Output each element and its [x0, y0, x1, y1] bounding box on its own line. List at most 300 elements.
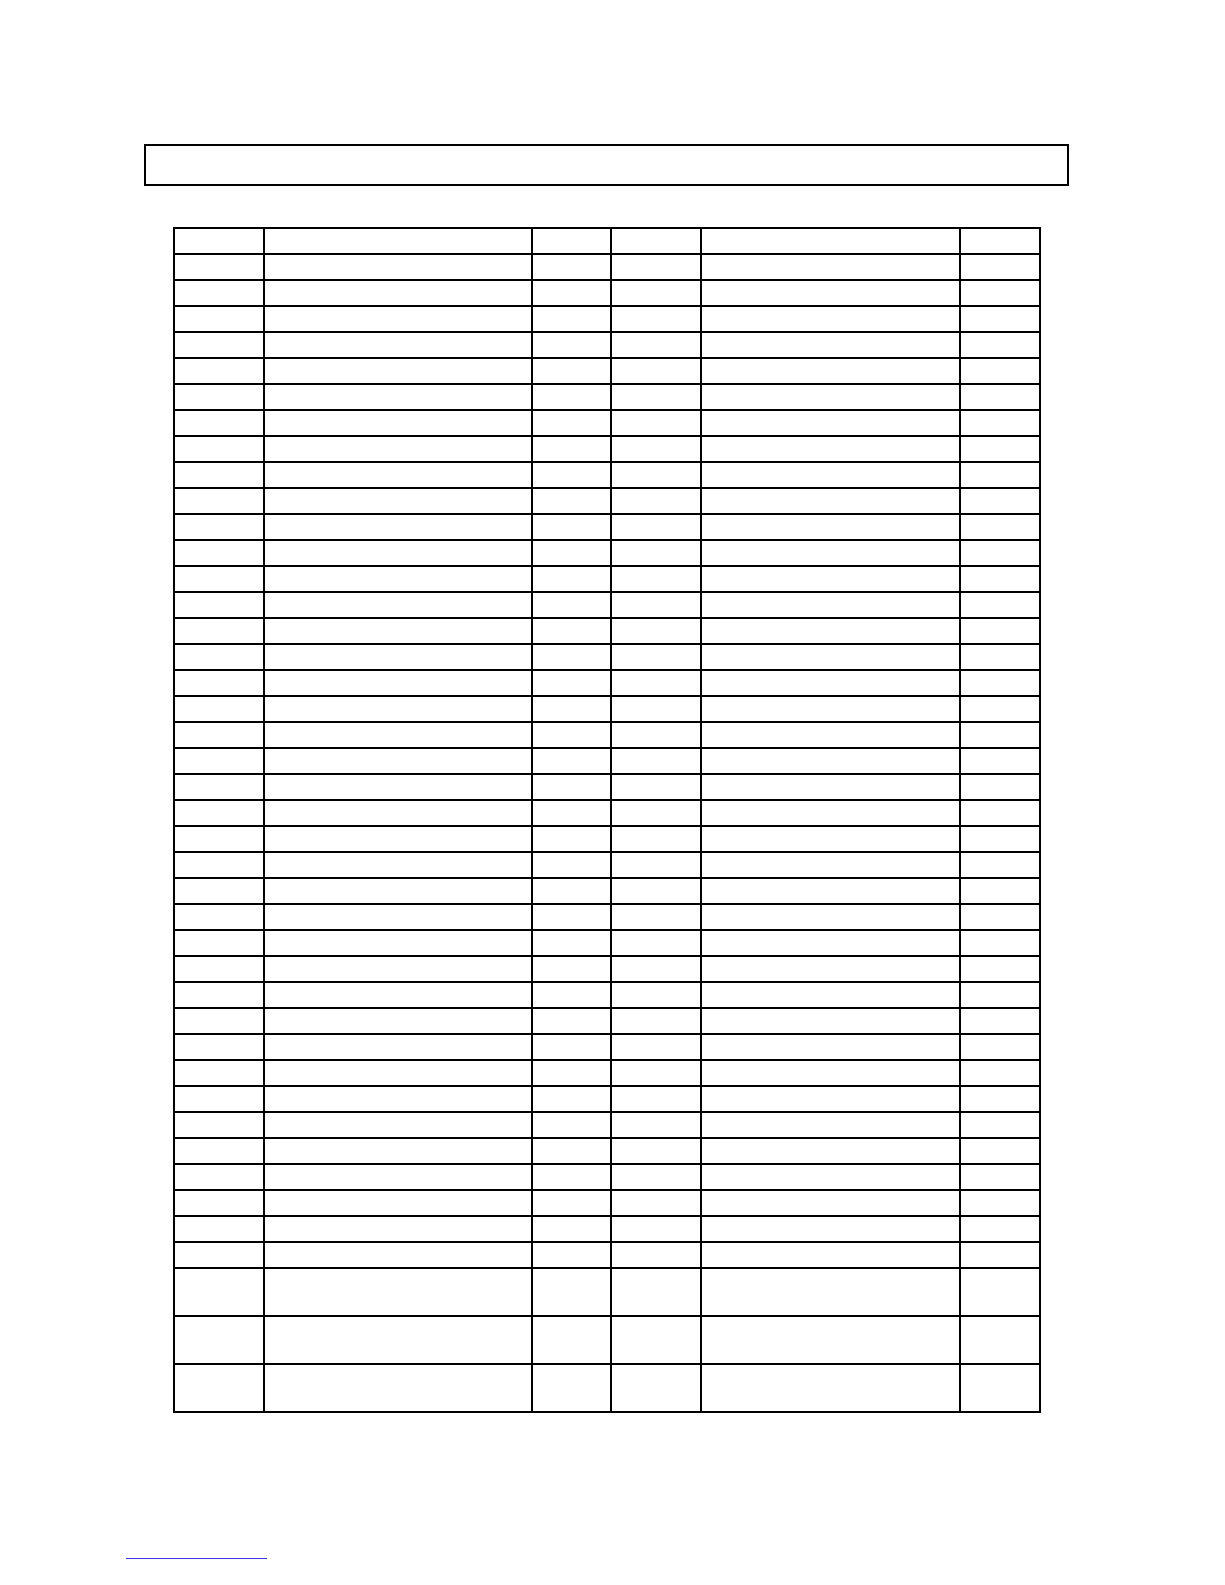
- table-cell-4: [611, 878, 701, 904]
- table-cell-5: [701, 384, 960, 410]
- table-cell-2: [264, 826, 532, 852]
- table-cell-5: [701, 1364, 960, 1412]
- table-cell-1: [174, 800, 264, 826]
- table-cell-3: [532, 956, 611, 982]
- table-cell-6: [960, 254, 1040, 280]
- table-cell-3: [532, 384, 611, 410]
- table-cell-5: [701, 332, 960, 358]
- table-cell-1: [174, 1008, 264, 1034]
- table-cell-4: [611, 670, 701, 696]
- table-cell-4: [611, 1112, 701, 1138]
- table-cell-4: [611, 1060, 701, 1086]
- table-cell-6: [960, 748, 1040, 774]
- header-cell-3: [532, 228, 611, 254]
- table-cell-5: [701, 956, 960, 982]
- table-cell-4: [611, 410, 701, 436]
- table-cell-5: [701, 280, 960, 306]
- table-cell-6: [960, 436, 1040, 462]
- table-row: [174, 254, 1040, 280]
- table-cell-3: [532, 1216, 611, 1242]
- table-cell-5: [701, 358, 960, 384]
- table-cell-5: [701, 592, 960, 618]
- header-cell-4: [611, 228, 701, 254]
- table-cell-3: [532, 254, 611, 280]
- table-row: [174, 436, 1040, 462]
- table-cell-1: [174, 280, 264, 306]
- table-cell-3: [532, 644, 611, 670]
- table-cell-5: [701, 306, 960, 332]
- table-cell-2: [264, 670, 532, 696]
- table-cell-6: [960, 852, 1040, 878]
- table-cell-3: [532, 930, 611, 956]
- table-cell-2: [264, 280, 532, 306]
- table-cell-4: [611, 254, 701, 280]
- table-cell-5: [701, 696, 960, 722]
- table-cell-1: [174, 358, 264, 384]
- table-cell-2: [264, 1112, 532, 1138]
- table-cell-5: [701, 670, 960, 696]
- table-row: [174, 514, 1040, 540]
- table-cell-1: [174, 540, 264, 566]
- table-cell-3: [532, 1138, 611, 1164]
- table-cell-4: [611, 1316, 701, 1364]
- table-cell-1: [174, 1086, 264, 1112]
- table-cell-1: [174, 1216, 264, 1242]
- table-cell-1: [174, 696, 264, 722]
- table-cell-1: [174, 930, 264, 956]
- table-cell-4: [611, 1138, 701, 1164]
- table-cell-4: [611, 306, 701, 332]
- table-cell-3: [532, 774, 611, 800]
- table-cell-6: [960, 488, 1040, 514]
- table-cell-5: [701, 878, 960, 904]
- table-cell-5: [701, 826, 960, 852]
- table-cell-2: [264, 1216, 532, 1242]
- table-cell-2: [264, 592, 532, 618]
- table-cell-5: [701, 1138, 960, 1164]
- table-cell-3: [532, 1034, 611, 1060]
- table-cell-3: [532, 826, 611, 852]
- table-row: [174, 774, 1040, 800]
- table-cell-2: [264, 982, 532, 1008]
- table-row: [174, 592, 1040, 618]
- table-cell-1: [174, 1268, 264, 1316]
- table-row: [174, 852, 1040, 878]
- table-cell-5: [701, 1216, 960, 1242]
- table-cell-5: [701, 1060, 960, 1086]
- table-cell-4: [611, 696, 701, 722]
- table-cell-2: [264, 748, 532, 774]
- table-cell-3: [532, 514, 611, 540]
- footnote-separator: [126, 1558, 267, 1559]
- table-cell-4: [611, 488, 701, 514]
- table-cell-2: [264, 722, 532, 748]
- table-row: [174, 1216, 1040, 1242]
- table-cell-6: [960, 1034, 1040, 1060]
- table-row: [174, 1190, 1040, 1216]
- table-cell-4: [611, 1190, 701, 1216]
- table-cell-5: [701, 774, 960, 800]
- table-cell-3: [532, 852, 611, 878]
- table-cell-1: [174, 1112, 264, 1138]
- table-cell-2: [264, 358, 532, 384]
- table-cell-1: [174, 514, 264, 540]
- table-cell-3: [532, 1316, 611, 1364]
- table-cell-1: [174, 826, 264, 852]
- table-row: [174, 384, 1040, 410]
- table-cell-6: [960, 800, 1040, 826]
- table-cell-2: [264, 1164, 532, 1190]
- table-cell-3: [532, 592, 611, 618]
- table-cell-2: [264, 514, 532, 540]
- table-cell-6: [960, 514, 1040, 540]
- table-cell-4: [611, 1242, 701, 1268]
- table-cell-2: [264, 800, 532, 826]
- table-cell-4: [611, 1086, 701, 1112]
- table-cell-2: [264, 904, 532, 930]
- table-cell-1: [174, 1190, 264, 1216]
- table-cell-2: [264, 1138, 532, 1164]
- table-cell-5: [701, 566, 960, 592]
- table-cell-2: [264, 1034, 532, 1060]
- table-cell-5: [701, 800, 960, 826]
- header-cell-5: [701, 228, 960, 254]
- table-cell-6: [960, 462, 1040, 488]
- table-cell-4: [611, 384, 701, 410]
- table-cell-4: [611, 1268, 701, 1316]
- table-cell-5: [701, 1190, 960, 1216]
- table-row: [174, 1112, 1040, 1138]
- table-cell-1: [174, 852, 264, 878]
- table-cell-5: [701, 722, 960, 748]
- table-cell-4: [611, 332, 701, 358]
- table-cell-2: [264, 852, 532, 878]
- table-cell-6: [960, 1008, 1040, 1034]
- table-cell-3: [532, 332, 611, 358]
- table-cell-4: [611, 436, 701, 462]
- table-body: [174, 228, 1040, 1412]
- table-cell-4: [611, 774, 701, 800]
- table-cell-2: [264, 384, 532, 410]
- table-cell-3: [532, 1190, 611, 1216]
- table-cell-3: [532, 722, 611, 748]
- table-cell-1: [174, 254, 264, 280]
- table-cell-4: [611, 618, 701, 644]
- table-cell-2: [264, 1086, 532, 1112]
- table-cell-4: [611, 1164, 701, 1190]
- table-row: [174, 1364, 1040, 1412]
- table-cell-2: [264, 930, 532, 956]
- table-cell-1: [174, 670, 264, 696]
- table-row: [174, 332, 1040, 358]
- table-cell-3: [532, 462, 611, 488]
- table-cell-2: [264, 878, 532, 904]
- table-cell-3: [532, 904, 611, 930]
- table-cell-1: [174, 384, 264, 410]
- table-cell-6: [960, 384, 1040, 410]
- table-cell-5: [701, 930, 960, 956]
- table-cell-1: [174, 904, 264, 930]
- header-cell-6: [960, 228, 1040, 254]
- table-row: [174, 306, 1040, 332]
- table-cell-6: [960, 930, 1040, 956]
- table-row: [174, 696, 1040, 722]
- table-cell-1: [174, 1138, 264, 1164]
- table-cell-4: [611, 1216, 701, 1242]
- table-row: [174, 540, 1040, 566]
- table-cell-1: [174, 1034, 264, 1060]
- table-row: [174, 1316, 1040, 1364]
- table-cell-3: [532, 1364, 611, 1412]
- table-cell-5: [701, 540, 960, 566]
- table-cell-6: [960, 826, 1040, 852]
- table-header-row: [174, 228, 1040, 254]
- table-cell-6: [960, 1112, 1040, 1138]
- table-cell-2: [264, 618, 532, 644]
- table-cell-6: [960, 904, 1040, 930]
- table-cell-4: [611, 358, 701, 384]
- table-row: [174, 1164, 1040, 1190]
- table-cell-1: [174, 1164, 264, 1190]
- data-table: [173, 227, 1041, 1413]
- table-cell-2: [264, 332, 532, 358]
- table-row: [174, 1008, 1040, 1034]
- table-cell-6: [960, 332, 1040, 358]
- table-cell-3: [532, 618, 611, 644]
- table-cell-4: [611, 1034, 701, 1060]
- table-cell-6: [960, 358, 1040, 384]
- table-cell-5: [701, 748, 960, 774]
- table-cell-3: [532, 748, 611, 774]
- table-cell-3: [532, 982, 611, 1008]
- table-cell-2: [264, 488, 532, 514]
- table-cell-6: [960, 774, 1040, 800]
- table-cell-1: [174, 982, 264, 1008]
- table-cell-6: [960, 410, 1040, 436]
- table-cell-5: [701, 1034, 960, 1060]
- table-cell-1: [174, 306, 264, 332]
- table-row: [174, 956, 1040, 982]
- table-cell-1: [174, 332, 264, 358]
- table-cell-2: [264, 774, 532, 800]
- table-row: [174, 488, 1040, 514]
- table-cell-3: [532, 800, 611, 826]
- table-cell-5: [701, 644, 960, 670]
- table-cell-2: [264, 644, 532, 670]
- table-cell-3: [532, 1060, 611, 1086]
- table-cell-5: [701, 254, 960, 280]
- document-title-box: [144, 144, 1069, 186]
- table-cell-3: [532, 670, 611, 696]
- table-cell-4: [611, 930, 701, 956]
- table-cell-6: [960, 956, 1040, 982]
- table-row: [174, 982, 1040, 1008]
- table-cell-4: [611, 1364, 701, 1412]
- table-cell-5: [701, 1164, 960, 1190]
- table-row: [174, 722, 1040, 748]
- table-row: [174, 410, 1040, 436]
- table-cell-4: [611, 852, 701, 878]
- table-cell-6: [960, 1268, 1040, 1316]
- table-cell-1: [174, 618, 264, 644]
- table-cell-2: [264, 1316, 532, 1364]
- table-cell-6: [960, 1060, 1040, 1086]
- table-cell-4: [611, 540, 701, 566]
- table-cell-2: [264, 1008, 532, 1034]
- table-cell-5: [701, 982, 960, 1008]
- header-cell-1: [174, 228, 264, 254]
- table-cell-3: [532, 1008, 611, 1034]
- table-cell-3: [532, 488, 611, 514]
- table-cell-5: [701, 488, 960, 514]
- table-cell-6: [960, 1216, 1040, 1242]
- table-cell-1: [174, 566, 264, 592]
- table-row: [174, 826, 1040, 852]
- table-cell-4: [611, 644, 701, 670]
- table-cell-3: [532, 410, 611, 436]
- table-cell-2: [264, 566, 532, 592]
- table-cell-4: [611, 826, 701, 852]
- table-cell-4: [611, 956, 701, 982]
- table-cell-1: [174, 592, 264, 618]
- table-row: [174, 670, 1040, 696]
- table-cell-1: [174, 644, 264, 670]
- table-row: [174, 878, 1040, 904]
- table-cell-5: [701, 904, 960, 930]
- table-cell-3: [532, 1242, 611, 1268]
- table-cell-4: [611, 982, 701, 1008]
- table-cell-3: [532, 566, 611, 592]
- table-cell-2: [264, 1268, 532, 1316]
- table-cell-1: [174, 1242, 264, 1268]
- table-cell-3: [532, 1164, 611, 1190]
- table-cell-4: [611, 800, 701, 826]
- table-cell-5: [701, 1242, 960, 1268]
- table-row: [174, 566, 1040, 592]
- table-cell-5: [701, 1268, 960, 1316]
- table-cell-1: [174, 1316, 264, 1364]
- table-cell-3: [532, 1086, 611, 1112]
- table-cell-1: [174, 462, 264, 488]
- table-cell-4: [611, 514, 701, 540]
- table-cell-5: [701, 852, 960, 878]
- table-cell-3: [532, 696, 611, 722]
- table-cell-5: [701, 1316, 960, 1364]
- table-cell-1: [174, 436, 264, 462]
- table-cell-6: [960, 878, 1040, 904]
- table-cell-6: [960, 1086, 1040, 1112]
- table-cell-1: [174, 1364, 264, 1412]
- table-cell-1: [174, 410, 264, 436]
- table-cell-1: [174, 1060, 264, 1086]
- table-row: [174, 618, 1040, 644]
- table-cell-6: [960, 1364, 1040, 1412]
- table-cell-1: [174, 722, 264, 748]
- table-cell-1: [174, 774, 264, 800]
- table-row: [174, 644, 1040, 670]
- table-row: [174, 358, 1040, 384]
- table-cell-4: [611, 748, 701, 774]
- table-cell-6: [960, 982, 1040, 1008]
- table-row: [174, 1034, 1040, 1060]
- table-row: [174, 1138, 1040, 1164]
- table-cell-5: [701, 1086, 960, 1112]
- table-cell-6: [960, 1316, 1040, 1364]
- table-cell-6: [960, 592, 1040, 618]
- table-cell-4: [611, 1008, 701, 1034]
- table-cell-6: [960, 566, 1040, 592]
- table-cell-4: [611, 462, 701, 488]
- table-row: [174, 748, 1040, 774]
- table-row: [174, 1242, 1040, 1268]
- table-cell-3: [532, 1268, 611, 1316]
- table-row: [174, 1268, 1040, 1316]
- table-cell-5: [701, 436, 960, 462]
- table-cell-3: [532, 306, 611, 332]
- table-cell-2: [264, 436, 532, 462]
- table-cell-3: [532, 878, 611, 904]
- header-cell-2: [264, 228, 532, 254]
- table-cell-2: [264, 1060, 532, 1086]
- table-row: [174, 930, 1040, 956]
- table-cell-3: [532, 358, 611, 384]
- table-row: [174, 1086, 1040, 1112]
- table-cell-6: [960, 1190, 1040, 1216]
- table-cell-2: [264, 1190, 532, 1216]
- table-cell-6: [960, 618, 1040, 644]
- table-cell-1: [174, 878, 264, 904]
- table-cell-6: [960, 722, 1040, 748]
- table-cell-6: [960, 306, 1040, 332]
- table-cell-1: [174, 748, 264, 774]
- table-cell-6: [960, 670, 1040, 696]
- table-cell-5: [701, 410, 960, 436]
- table-cell-2: [264, 956, 532, 982]
- table-cell-2: [264, 306, 532, 332]
- table-cell-2: [264, 1242, 532, 1268]
- table-cell-6: [960, 1164, 1040, 1190]
- table-cell-4: [611, 592, 701, 618]
- table-cell-2: [264, 410, 532, 436]
- table-row: [174, 800, 1040, 826]
- table-cell-4: [611, 722, 701, 748]
- table-row: [174, 904, 1040, 930]
- table-cell-1: [174, 488, 264, 514]
- table-cell-6: [960, 1138, 1040, 1164]
- table-cell-6: [960, 280, 1040, 306]
- table-cell-5: [701, 1008, 960, 1034]
- table-cell-2: [264, 540, 532, 566]
- table-cell-2: [264, 696, 532, 722]
- table-cell-2: [264, 254, 532, 280]
- table-cell-5: [701, 1112, 960, 1138]
- table-cell-3: [532, 280, 611, 306]
- table-cell-2: [264, 462, 532, 488]
- table-cell-4: [611, 566, 701, 592]
- table-cell-4: [611, 280, 701, 306]
- table-cell-5: [701, 462, 960, 488]
- table-cell-3: [532, 436, 611, 462]
- table-cell-3: [532, 540, 611, 566]
- table-cell-5: [701, 514, 960, 540]
- table-cell-6: [960, 644, 1040, 670]
- table-cell-2: [264, 1364, 532, 1412]
- table-cell-6: [960, 540, 1040, 566]
- table-cell-6: [960, 1242, 1040, 1268]
- table-row: [174, 280, 1040, 306]
- table-cell-5: [701, 618, 960, 644]
- table-cell-3: [532, 1112, 611, 1138]
